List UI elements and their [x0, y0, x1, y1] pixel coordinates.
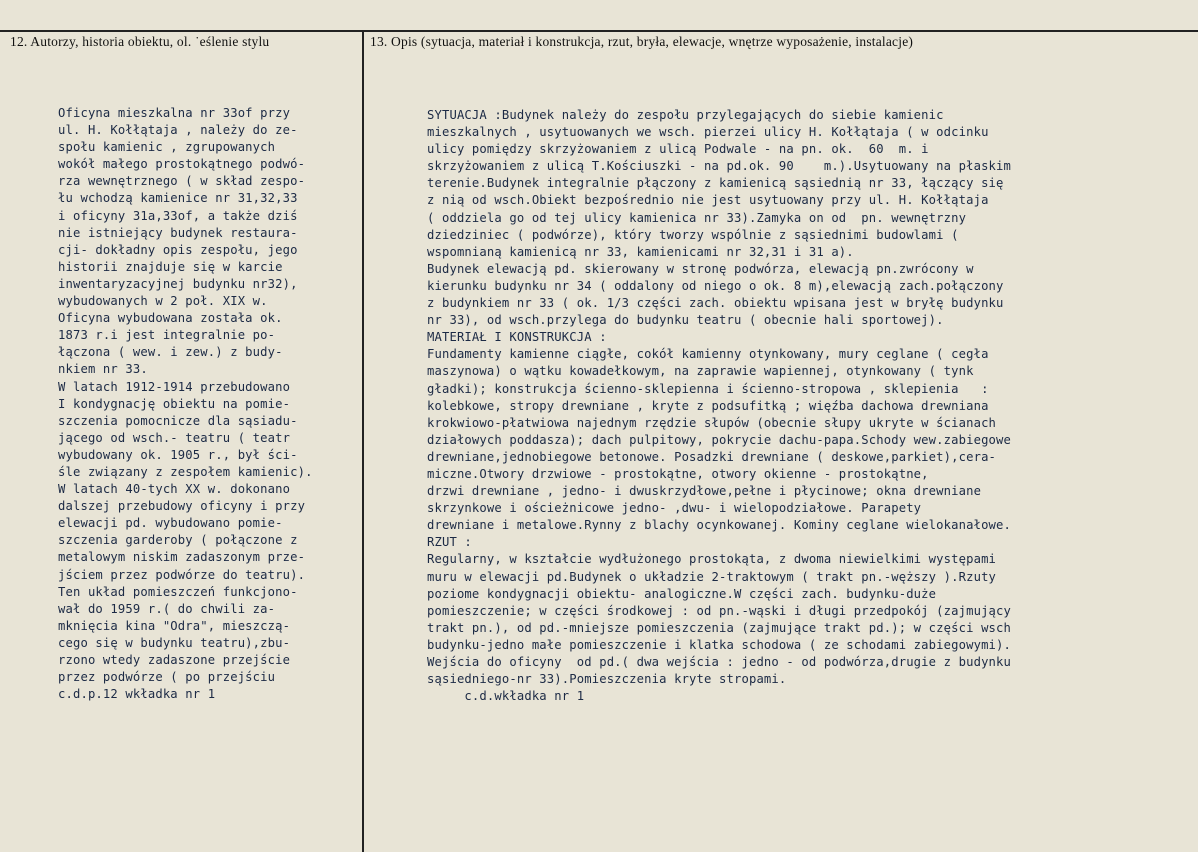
text-line: dziedziniec ( podwórze), który tworzy wspólnie z sąsiednimi budowlami (	[427, 227, 959, 242]
text-line: działowych poddasza); dach pulpitowy, pokrycie dachu-papa.Schody wew.zabiegowe	[427, 432, 1012, 447]
text-line: szczenia pomocnicze dla sąsiadu-	[58, 413, 298, 428]
text-line: budynku-jedno małe pomieszczenie i klatka schodowa ( ze schodami zabiegowymi).	[427, 637, 1012, 652]
text-line: rzono wtedy zadaszone przejście	[58, 653, 291, 667]
text-line: społu kamienic , zgrupowanych	[58, 140, 276, 155]
text-line: ulicy pomiędzy skrzyżowaniem z ulicą Podwale - na pn. ok. 60 m. i	[427, 142, 929, 157]
section-13-header: 13. Opis (sytuacja, materiał i konstrukcja, rzut, bryła, elewacje, wnętrze wyposażenie, instalacje)	[370, 34, 914, 49]
text-line: rza wewnętrznego ( w skład zespo-	[58, 174, 306, 189]
text-line: cji- dokładny opis zespołu, jego	[58, 242, 298, 257]
text-line: Ten układ pomieszczeń funkcjono-	[58, 584, 298, 599]
text-line: poziome kondygnacji obiektu- analogiczne.W części zach. budynku-duże	[427, 586, 937, 601]
text-line: W latach 1912-1914 przebudowano	[58, 379, 291, 394]
text-line: I kondygnację obiektu na pomie-	[58, 396, 291, 411]
text-line: łączona ( wew. i zew.) z budy-	[58, 345, 283, 360]
text-line: elewacji pd. wybudowano pomie-	[58, 516, 283, 531]
header-rule	[0, 30, 1198, 32]
text-line: 1873 r.i jest integralnie po-	[58, 328, 276, 343]
text-line: nie istniejący budynek restaura-	[58, 225, 298, 240]
text-line: łu wchodzą kamienice nr 31,32,33	[58, 191, 298, 206]
text-line: terenie.Budynek integralnie płączony z kamienicą sąsiednią nr 33, łączący się	[427, 176, 1004, 191]
text-line: z budynkiem nr 33 ( ok. 1/3 części zach. obiektu wpisana jest w bryłę budynku	[427, 296, 1004, 311]
text-line: mknięcia kina "Odra", mieszczą-	[58, 618, 291, 633]
text-line: cego się w budynku teatru),zbu-	[58, 635, 291, 650]
text-line: mieszkalnych , usytuowanych we wsch. pierzei ulicy H. Kołłątaja ( w odcinku	[427, 125, 989, 140]
text-line: przez podwórze ( po przejściu	[58, 670, 276, 685]
text-line: RZUT :	[427, 535, 472, 550]
text-line: trakt pn.), od pd.-mniejsze pomieszczenia (zajmujące trakt pd.); w części wsch	[427, 620, 1012, 635]
text-line: SYTUACJA :Budynek należy do zespołu przylegających do siebie kamienic	[427, 108, 944, 122]
section-12-header: 12. Autorzy, historia obiektu, ol. ˙eślenie stylu	[10, 34, 270, 49]
text-line: Wejścia do oficyny od pd.( dwa wejścia : jedno - od podwórza,drugie z budynku	[427, 655, 1012, 669]
text-line: jściem przez podwórze do teatru).	[58, 567, 306, 582]
text-line: skrzynkowe i ościeżnicowe jedno- ,dwu- i wielopodziałowe. Parapety	[427, 501, 922, 516]
text-line: wybudowanych w 2 poł. XIX w.	[58, 294, 268, 309]
text-line: szczenia garderoby ( połączone z	[58, 533, 298, 548]
column-divider	[362, 30, 364, 852]
text-line: kolebkowe, stropy drewniane , kryte z podsufitką ; więźba dachowa drewniana	[427, 398, 989, 413]
text-line: ul. H. Kołłątaja , należy do ze-	[58, 123, 298, 138]
text-line: sąsiedniego-nr 33).Pomieszczenia kryte stropami.	[427, 672, 787, 687]
text-line: nr 33), od wsch.przylega do budynku teatru ( obecnie hali sportowej).	[427, 313, 944, 328]
text-line: c.d.wkładka nr 1	[427, 689, 585, 704]
text-line: metalowym niskim zadaszonym prze-	[58, 550, 306, 565]
text-line: Regularny, w kształcie wydłużonego prostokąta, z dwoma niewielkimi występami	[427, 552, 997, 567]
text-line: dalszej przebudowy oficyny i przy	[58, 499, 306, 514]
text-line: skrzyżowaniem z ulicą T.Kościuszki - na pd.ok. 90 m.).Usytuowany na płaskim	[427, 159, 1012, 174]
text-line: jącego od wsch.- teatru ( teatr	[58, 430, 291, 445]
description-text-column	[427, 107, 1011, 705]
text-line: c.d.p.12 wkładka nr 1	[58, 687, 216, 702]
text-line: Budynek elewacją pd. skierowany w stronę podwórza, elewacją pn.zwrócony w	[427, 261, 974, 276]
text-line: Fundamenty kamienne ciągłe, cokół kamienny otynkowany, mury ceglane ( cegła	[427, 347, 989, 362]
text-line: wał do 1959 r.( do chwili za-	[58, 601, 276, 616]
history-text-column	[58, 105, 313, 703]
text-line: z nią od wsch.Obiekt bezpośrednio nie jest usytuowany przy ul. H. Kołłątaja	[427, 193, 989, 208]
text-line: pomieszczenie; w części środkowej : od pn.-wąski i długi przedpokój (zajmujący	[427, 603, 1012, 618]
text-line: gładki); konstrukcja ścienno-sklepienna i ścienno-stropowa , sklepienia :	[427, 381, 989, 396]
text-line: inwentaryzacyjnej budynku nr32),	[58, 276, 298, 291]
text-line: miczne.Otwory drzwiowe - prostokątne, otwory okienne - prostokątne,	[427, 466, 929, 481]
text-line: drewniane,jednobiegowe betonowe. Posadzki drewniane ( deskowe,parkiet),cera-	[427, 449, 997, 464]
text-line: nkiem nr 33.	[58, 362, 148, 377]
text-line: krokwiowo-płatwiowa najednym rzędzie słupów (obecnie słupy ukryte w ścianach	[427, 415, 997, 430]
text-line: ( oddziela go od tej ulicy kamienica nr 33).Zamyka on od pn. wewnętrzny	[427, 210, 967, 225]
text-line: wybudowany ok. 1905 r., był ści-	[58, 447, 298, 462]
text-line: i oficyny 31a,33of, a także dziś	[58, 208, 298, 223]
text-line: drewniane i metalowe.Rynny z blachy ocynkowanej. Kominy ceglane wielokanałowe.	[427, 518, 1012, 533]
text-line: drzwi drewniane , jedno- i dwuskrzydłowe,pełne i płycinowe; okna drewniane	[427, 484, 982, 499]
text-line: historii znajduje się w karcie	[58, 259, 283, 274]
text-line: wokół małego prostokątnego podwó-	[58, 157, 306, 172]
text-line: MATERIAŁ I KONSTRUKCJA :	[427, 330, 607, 345]
text-line: śle związany z zespołem kamienic).	[58, 464, 313, 479]
text-line: Oficyna wybudowana została ok.	[58, 311, 283, 326]
text-line: kierunku budynku nr 34 ( oddalony od niego o ok. 8 m),elewacją zach.połączony	[427, 278, 1004, 293]
text-line: W latach 40-tych XX w. dokonano	[58, 482, 291, 497]
text-line: Oficyna mieszkalna nr 33of przy	[58, 106, 291, 120]
text-line: maszynowa) o wątku kowadełkowym, na zaprawie wapiennej, otynkowany ( tynk	[427, 364, 974, 379]
text-line: muru w elewacji pd.Budynek o układzie 2-traktowym ( trakt pn.-węższy ).Rzuty	[427, 569, 997, 584]
text-line: wspomnianą kamienicą nr 33, kamienicami nr 32,31 i 31 a).	[427, 244, 854, 259]
